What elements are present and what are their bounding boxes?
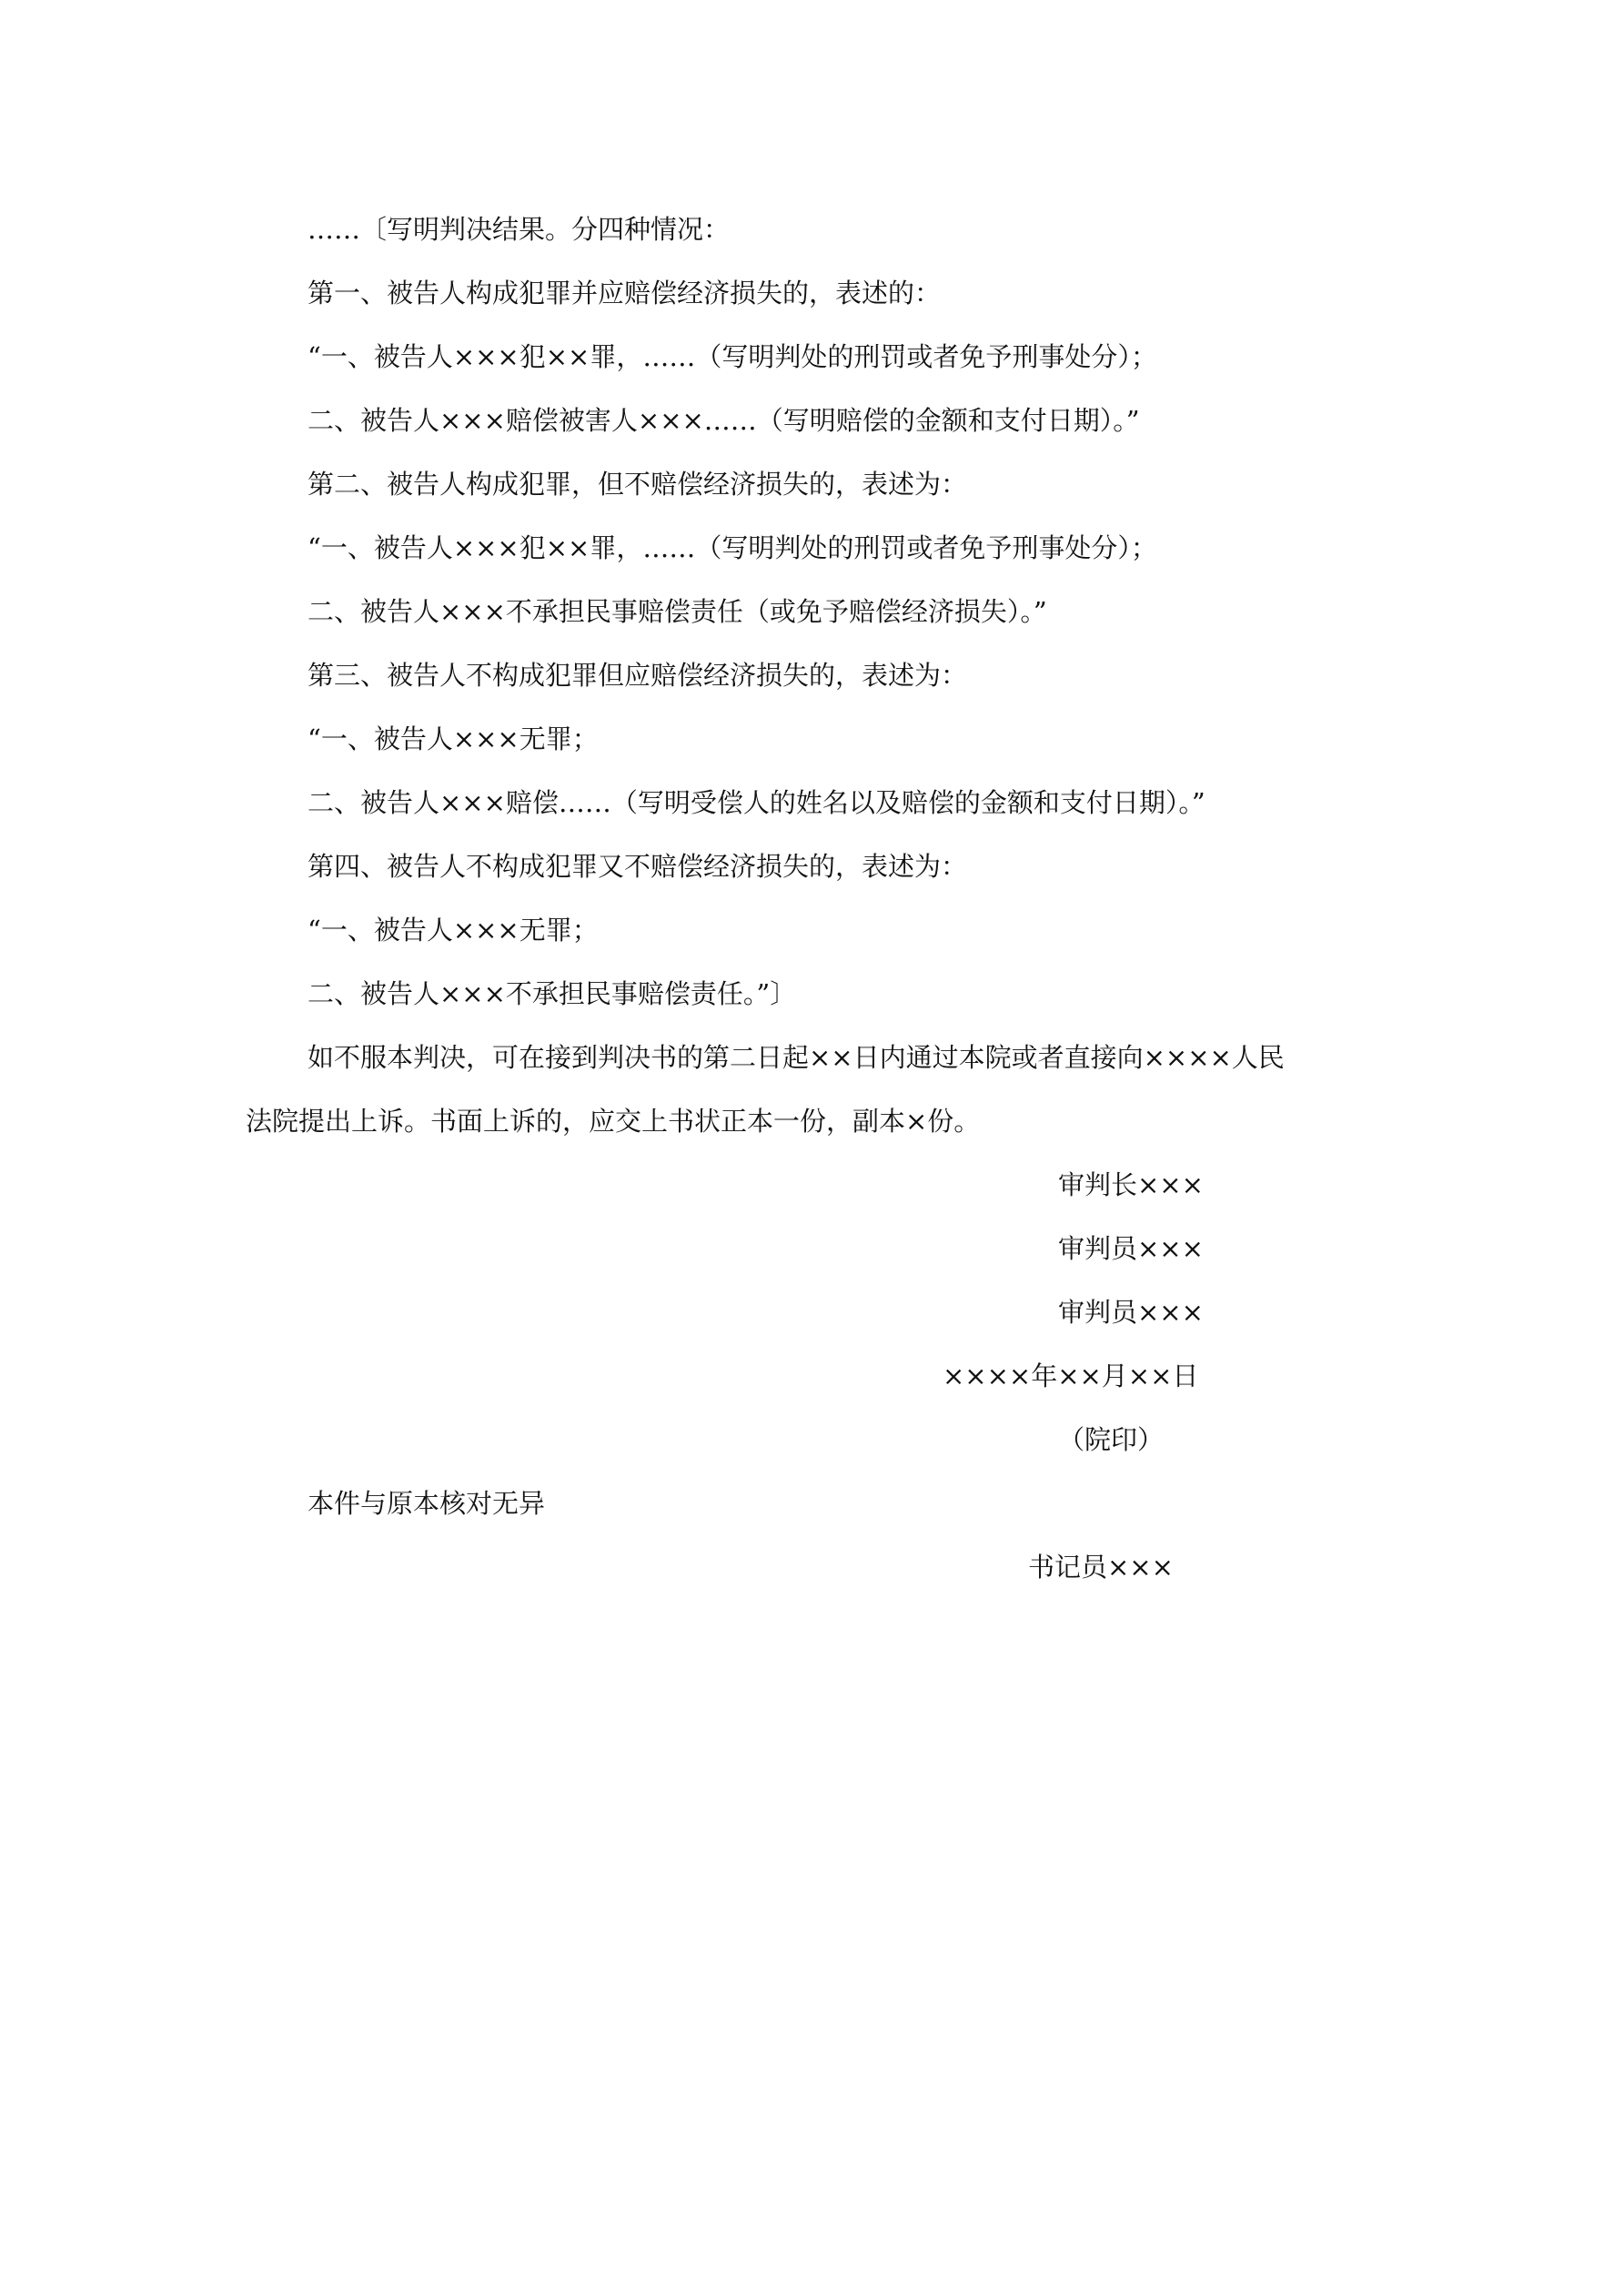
clerk-signature: 书记员×××: [1028, 1552, 1174, 1583]
judge-signature: 审判员×××: [1058, 1297, 1204, 1328]
court-seal-label: （院印）: [1058, 1424, 1165, 1455]
text-line: 第二、被告人构成犯罪，但不赔偿经济损失的，表述为：: [308, 469, 968, 500]
text-line: 第四、被告人不构成犯罪又不赔偿经济损失的，表述为：: [308, 851, 968, 882]
verification-note: 本件与原本核对无异: [308, 1488, 546, 1519]
text-line: “一、被告人×××犯××罪，……（写明判处的刑罚或者免予刑事处分）；: [308, 341, 1157, 372]
judge-signature: 审判员×××: [1058, 1233, 1204, 1264]
text-line: 二、被告人×××不承担民事赔偿责任（或免予赔偿经济损失）。”: [308, 596, 1047, 627]
text-line: 第三、被告人不构成犯罪但应赔偿经济损失的，表述为：: [308, 660, 968, 691]
text-line: “一、被告人×××犯××罪，……（写明判处的刑罚或者免予刑事处分）；: [308, 532, 1157, 563]
text-line: 第一、被告人构成犯罪并应赔偿经济损失的，表述的：: [308, 278, 942, 308]
text-line: ……〔写明判决结果。分四种情况：: [308, 214, 731, 245]
appeal-notice-line2: 法院提出上诉。书面上诉的，应交上书状正本一份，副本×份。: [246, 1106, 981, 1137]
text-line: 二、被告人×××赔偿被害人×××……（写明赔偿的金额和支付日期）。”: [308, 405, 1140, 436]
text-line: 二、被告人×××赔偿……（写明受偿人的姓名以及赔偿的金额和支付日期）。”: [308, 787, 1205, 818]
chief-judge-signature: 审判长×××: [1058, 1169, 1204, 1200]
judgment-date: ××××年××月××日: [943, 1360, 1199, 1391]
text-line: “一、被告人×××无罪；: [308, 723, 599, 754]
appeal-notice-line1: 如不服本判决，可在接到判决书的第二日起××日内通过本院或者直接向××××人民: [308, 1042, 1285, 1073]
text-line: “一、被告人×××无罪；: [308, 915, 599, 946]
text-line: 二、被告人×××不承担民事赔偿责任。”〕: [308, 978, 797, 1009]
